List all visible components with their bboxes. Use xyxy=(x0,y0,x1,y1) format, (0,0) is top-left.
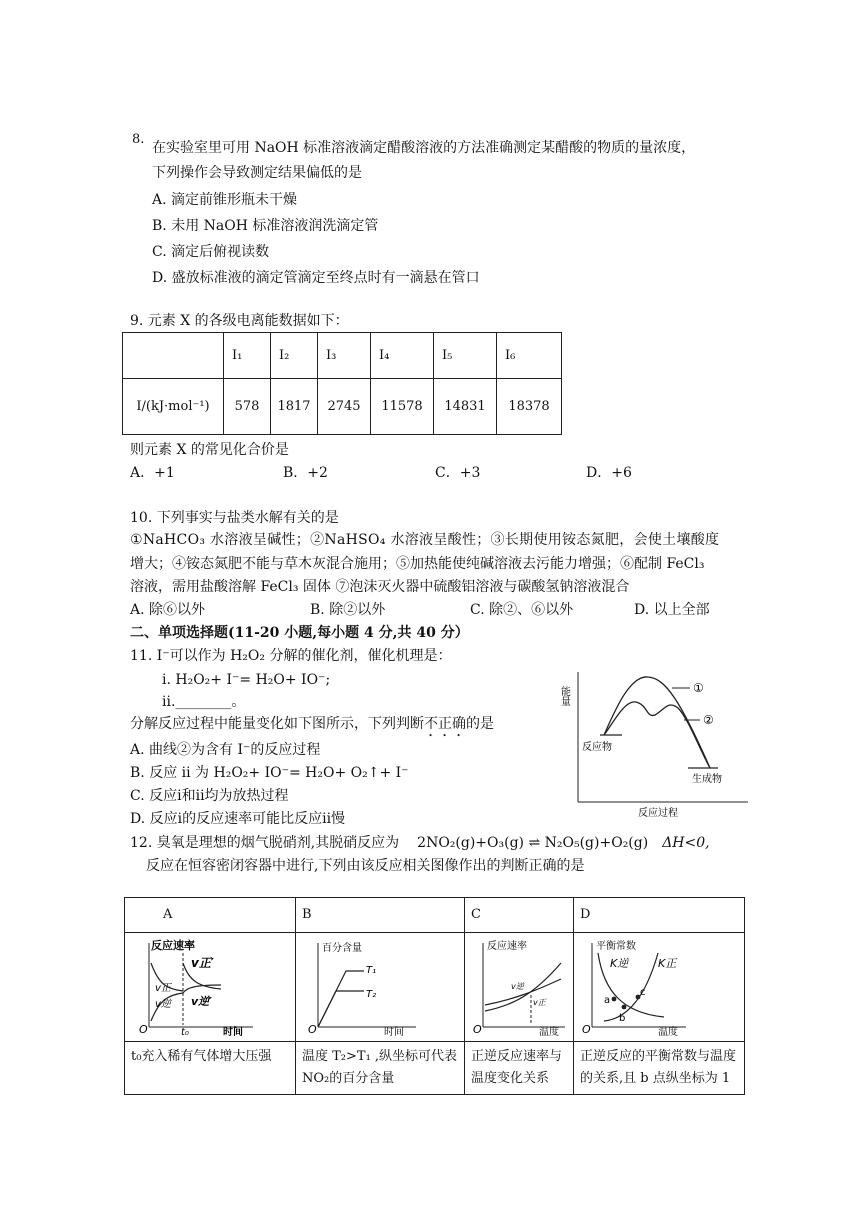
graph-a-v-rev2-label: v逆′ xyxy=(191,995,213,1008)
q11-question xyxy=(130,714,494,740)
q11-emphasis: 不正确 xyxy=(424,716,466,732)
q8-stem-line1: 在实验室里可用 NaOH 标准溶液滴定醋酸溶液的方法准确测定某醋酸的物质的量浓度， xyxy=(152,140,696,156)
product-label: 生成物 xyxy=(692,774,722,785)
graph-b-origin: O xyxy=(308,1023,317,1036)
graph-b-t1-curve xyxy=(318,971,364,1027)
table-cell: 578 xyxy=(224,379,271,435)
table-header-row xyxy=(123,333,562,379)
graph-d-label-c: c xyxy=(640,987,646,998)
section-title: 二、单项选择题(11-20 小题,每小题 4 分,共 40 分） xyxy=(130,625,469,641)
option-label-b: B xyxy=(296,898,465,933)
graph-cell-c xyxy=(465,933,574,1042)
q11-step1: i. H₂O₂+ I⁻= H₂O+ IO⁻; xyxy=(162,672,331,688)
options-caption-row xyxy=(125,1042,745,1095)
graph-d xyxy=(574,933,744,1037)
graph-d-k-fwd-label: K正 xyxy=(658,957,677,970)
q8-stem-line2: 下列操作会导致测定结果偏低的是 xyxy=(152,165,362,181)
graph-cell-d xyxy=(574,933,745,1042)
graph-c xyxy=(465,933,573,1037)
graph-d-label-a: a xyxy=(604,995,611,1006)
graph-c-origin: O xyxy=(473,1023,482,1036)
q9-option-a: A．+1 xyxy=(130,465,175,481)
q11-stem: 11. I⁻可以作为 H₂O₂ 分解的催化剂，催化机理是： xyxy=(130,648,452,664)
q11-step2: ii.________。 xyxy=(162,694,246,710)
energy-diagram xyxy=(560,660,760,820)
q10-line3: 溶液，需用盐酸溶解 FeCl₃ 固体 ⑦泡沫灭火器中硫酸铝溶液与碳酸氢钠溶液混合 xyxy=(130,579,630,595)
table-header-cell: I₃ xyxy=(318,333,371,379)
q10-line1: ①NaHCO₃ 水溶液呈碱性；②NaHSO₄ 水溶液呈酸性；③长期使用铵态氮肥，会使土壤酸度 xyxy=(130,532,720,548)
caption-a: t₀充入稀有气体增大压强 xyxy=(125,1042,296,1095)
options-header-row xyxy=(125,898,745,933)
q9-option-b: B．+2 xyxy=(283,465,328,481)
option-label-a: A xyxy=(125,898,296,933)
caption-c: 正逆反应速率与温度变化关系 xyxy=(465,1042,574,1095)
caption-d: 正逆反应的平衡常数与温度的关系,且 b 点纵坐标为 1 xyxy=(574,1042,745,1095)
graph-a-v-rev2-curve xyxy=(183,985,221,993)
graph-c-v-fwd-label: v正 xyxy=(533,998,546,1007)
graph-c-v-rev-label: v逆 xyxy=(511,982,524,991)
table-corner-cell xyxy=(123,333,224,379)
graph-b xyxy=(296,933,464,1037)
table-cell: 11578 xyxy=(371,379,434,435)
graph-b-t1-label: T₁ xyxy=(366,965,377,976)
q12-stem-text: 12. 臭氧是理想的烟气脱硝剂,其脱硝反应为 xyxy=(130,835,400,851)
q11-option-b: B. 反应 ii 为 H₂O₂+ IO⁻= H₂O+ O₂↑+ I⁻ xyxy=(130,765,409,781)
q12-equation: 2NO₂(g)+O₃(g) ⇌ N₂O₅(g)+O₂(g) xyxy=(417,835,649,851)
q11-question-tail: 的是 xyxy=(466,716,494,732)
option-label-d: D xyxy=(574,898,745,933)
graph-d-label-b: b xyxy=(619,1013,626,1024)
curve2-label: ② xyxy=(703,713,714,727)
table-row xyxy=(123,379,562,435)
table-header-cell: I₄ xyxy=(371,333,434,379)
graph-c-xlabel: 温度 xyxy=(539,1027,559,1038)
graph-d-xlabel: 温度 xyxy=(658,1027,678,1038)
graph-b-t2-curve xyxy=(318,991,364,1027)
q10-stem: 10. 下列事实与盐类水解有关的是 xyxy=(130,510,339,526)
q8-option-d: D. 盛放标准液的滴定管滴定至终点时有一滴悬在管口 xyxy=(152,270,480,286)
graph-d-origin: O xyxy=(582,1023,591,1036)
q9-option-d: D．+6 xyxy=(586,465,632,481)
q11-option-d: D. 反应i的反应速率可能比反应ii慢 xyxy=(130,811,346,827)
caption-b: 温度 T₂>T₁ ,纵坐标可代表 NO₂的百分含量 xyxy=(296,1042,465,1095)
q12-stem-line1 xyxy=(130,833,710,853)
q12-options-table xyxy=(124,897,745,1095)
q12-stem-line2: 反应在恒容密闭容器中进行,下列由该反应相关图像作出的判断正确的是 xyxy=(146,858,585,874)
ionization-energy-table xyxy=(122,332,562,435)
q10-option-c: C. 除②、⑥以外 xyxy=(470,602,574,618)
table-row-label: I/(kJ·mol⁻¹) xyxy=(123,379,224,435)
graph-cell-b xyxy=(296,933,465,1042)
q8-number: 8. xyxy=(132,132,145,147)
q10-option-d: D. 以上全部 xyxy=(634,602,710,618)
graph-a xyxy=(125,933,267,1037)
graph-b-t2-label: T₂ xyxy=(366,989,377,1000)
graph-a-ylabel: 反应速率 xyxy=(151,939,195,952)
graph-c-ylabel: 反应速率 xyxy=(487,941,527,952)
q10-option-a: A. 除⑥以外 xyxy=(130,602,206,618)
graph-a-t0: t₀ xyxy=(181,1027,189,1038)
table-header-cell: I₂ xyxy=(271,333,318,379)
graph-a-xlabel: 时间 xyxy=(223,1027,243,1038)
graph-d-ylabel: 平衡常数 xyxy=(596,941,636,952)
table-cell: 1817 xyxy=(271,379,318,435)
q11-option-c: C. 反应i和ii均为放热过程 xyxy=(130,788,289,804)
q12-delta-h: ΔH<0, xyxy=(662,835,710,851)
table-cell: 14831 xyxy=(434,379,497,435)
table-cell: 2745 xyxy=(318,379,371,435)
q9-option-c: C．+3 xyxy=(435,465,481,481)
options-graph-row xyxy=(125,933,745,1042)
q11-question-text: 分解反应过程中能量变化如下图所示，下列判断 xyxy=(130,716,424,732)
energy-ylabel: 能量 xyxy=(558,686,570,706)
reactant-label: 反应物 xyxy=(582,742,612,753)
graph-d-k-rev-label: K逆 xyxy=(610,957,629,970)
table-header-cell: I₅ xyxy=(434,333,497,379)
curve1-label: ① xyxy=(693,681,704,695)
energy-xlabel: 反应过程 xyxy=(638,808,678,819)
table-cell: 18378 xyxy=(497,379,562,435)
graph-b-ylabel: 百分含量 xyxy=(322,943,362,954)
graph-a-v-fwd-label: v正 xyxy=(155,983,171,994)
graph-cell-a xyxy=(125,933,296,1042)
q10-line2: 增大；④铵态氮肥不能与草木灰混合施用；⑤加热能使纯碱溶液去污能力增强；⑥配制 FeCl₃ xyxy=(130,556,705,572)
graph-d-point-b xyxy=(622,1005,627,1010)
graph-d-point-a xyxy=(612,997,617,1002)
graph-a-origin: O xyxy=(139,1023,148,1036)
q8-option-b: B. 未用 NaOH 标准溶液润洗滴定管 xyxy=(152,218,379,234)
q11-option-a: A. 曲线②为含有 I⁻的反应过程 xyxy=(130,742,321,758)
q8-option-a: A. 滴定前锥形瓶未干燥 xyxy=(152,192,298,208)
table-header-cell: I₆ xyxy=(497,333,562,379)
q9-stem: 9. 元素 X 的各级电离能数据如下： xyxy=(130,313,349,329)
q9-question: 则元素 X 的常见化合价是 xyxy=(130,442,289,458)
option-label-c: C xyxy=(465,898,574,933)
graph-a-v-rev-label: v逆 xyxy=(155,999,171,1010)
q10-option-b: B. 除②以外 xyxy=(310,602,386,618)
q8-option-c: C. 滴定后俯视读数 xyxy=(152,244,270,260)
graph-a-v-fwd2-label: v正′ xyxy=(191,956,214,970)
table-header-cell: I₁ xyxy=(224,333,271,379)
graph-b-xlabel: 时间 xyxy=(384,1027,404,1038)
